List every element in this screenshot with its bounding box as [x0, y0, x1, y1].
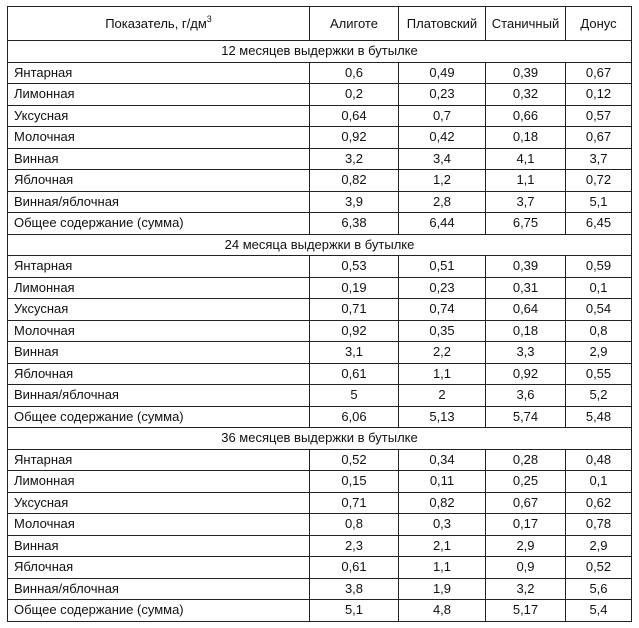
header-row	[8, 7, 632, 41]
cell-value: 5	[310, 385, 399, 407]
cell-value: 0,71	[310, 492, 399, 514]
cell-value: 0,67	[486, 492, 566, 514]
table-row	[8, 557, 632, 579]
table-row	[8, 342, 632, 364]
table-row	[8, 84, 632, 106]
cell-value: 0,74	[399, 299, 486, 321]
cell-value: 5,1	[310, 600, 399, 622]
cell-value: 1,1	[486, 170, 566, 192]
cell-value: 1,1	[399, 557, 486, 579]
cell-value: 0,1	[566, 277, 632, 299]
row-indicator: Общее содержание (сумма)	[8, 600, 310, 622]
cell-value: 5,6	[566, 578, 632, 600]
cell-value: 0,11	[399, 471, 486, 493]
cell-value: 3,2	[310, 148, 399, 170]
cell-value: 3,2	[486, 578, 566, 600]
cell-value: 2,9	[566, 535, 632, 557]
row-indicator: Винная	[8, 535, 310, 557]
cell-value: 0,17	[486, 514, 566, 536]
row-indicator: Яблочная	[8, 170, 310, 192]
cell-value: 6,75	[486, 213, 566, 235]
cell-value: 0,82	[310, 170, 399, 192]
cell-value: 0,25	[486, 471, 566, 493]
table-row	[8, 320, 632, 342]
table-row	[8, 363, 632, 385]
cell-value: 0,59	[566, 256, 632, 278]
cell-value: 0,34	[399, 449, 486, 471]
cell-value: 0,72	[566, 170, 632, 192]
cell-value: 4,1	[486, 148, 566, 170]
cell-value: 5,2	[566, 385, 632, 407]
cell-value: 0,3	[399, 514, 486, 536]
row-indicator: Общее содержание (сумма)	[8, 406, 310, 428]
row-indicator: Янтарная	[8, 256, 310, 278]
cell-value: 5,4	[566, 600, 632, 622]
table-row	[8, 213, 632, 235]
cell-value: 0,82	[399, 492, 486, 514]
cell-value: 0,92	[486, 363, 566, 385]
cell-value: 3,4	[399, 148, 486, 170]
row-indicator: Молочная	[8, 320, 310, 342]
header-col-donus: Донус	[566, 7, 632, 41]
section-title: 12 месяцев выдержки в бутылке	[8, 41, 632, 63]
header-col-stanichny: Станичный	[486, 7, 566, 41]
cell-value: 1,2	[399, 170, 486, 192]
cell-value: 0,31	[486, 277, 566, 299]
row-indicator: Винная/яблочная	[8, 578, 310, 600]
cell-value: 0,2	[310, 84, 399, 106]
header-col-platovsky: Платовский	[399, 7, 486, 41]
header-indicator	[8, 7, 310, 41]
cell-value: 0,42	[399, 127, 486, 149]
cell-value: 0,23	[399, 84, 486, 106]
cell-value: 5,48	[566, 406, 632, 428]
cell-value: 0,64	[486, 299, 566, 321]
cell-value: 0,92	[310, 127, 399, 149]
table-row	[8, 535, 632, 557]
cell-value: 0,18	[486, 127, 566, 149]
header-indicator-label: Показатель, г/дм	[105, 15, 207, 31]
cell-value: 3,9	[310, 191, 399, 213]
section-title: 36 месяцев выдержки в бутылке	[8, 428, 632, 450]
cell-value: 0,62	[566, 492, 632, 514]
cell-value: 0,67	[566, 62, 632, 84]
cell-value: 3,3	[486, 342, 566, 364]
table-row	[8, 256, 632, 278]
cell-value: 3,7	[566, 148, 632, 170]
cell-value: 0,19	[310, 277, 399, 299]
cell-value: 0,66	[486, 105, 566, 127]
cell-value: 2,9	[566, 342, 632, 364]
cell-value: 0,67	[566, 127, 632, 149]
cell-value: 6,06	[310, 406, 399, 428]
cell-value: 5,13	[399, 406, 486, 428]
row-indicator: Янтарная	[8, 62, 310, 84]
table-row	[8, 471, 632, 493]
cell-value: 0,64	[310, 105, 399, 127]
table-row	[8, 170, 632, 192]
row-indicator: Общее содержание (сумма)	[8, 213, 310, 235]
table-row	[8, 514, 632, 536]
cell-value: 2,8	[399, 191, 486, 213]
cell-value: 0,51	[399, 256, 486, 278]
cell-value: 6,38	[310, 213, 399, 235]
header-col-aligote: Алиготе	[310, 7, 399, 41]
row-indicator: Винная	[8, 148, 310, 170]
cell-value: 6,45	[566, 213, 632, 235]
cell-value: 0,49	[399, 62, 486, 84]
cell-value: 0,8	[310, 514, 399, 536]
section-row	[8, 234, 632, 256]
header-indicator-sup: 3	[206, 13, 212, 24]
cell-value: 0,6	[310, 62, 399, 84]
cell-value: 0,9	[486, 557, 566, 579]
cell-value: 3,6	[486, 385, 566, 407]
cell-value: 0,39	[486, 256, 566, 278]
cell-value: 6,44	[399, 213, 486, 235]
row-indicator: Молочная	[8, 514, 310, 536]
cell-value: 0,39	[486, 62, 566, 84]
cell-value: 0,32	[486, 84, 566, 106]
section-title: 24 месяца выдержки в бутылке	[8, 234, 632, 256]
cell-value: 0,52	[310, 449, 399, 471]
cell-value: 3,1	[310, 342, 399, 364]
table-row	[8, 127, 632, 149]
cell-value: 5,1	[566, 191, 632, 213]
table-header	[8, 7, 632, 41]
cell-value: 3,7	[486, 191, 566, 213]
cell-value: 5,74	[486, 406, 566, 428]
cell-value: 0,71	[310, 299, 399, 321]
cell-value: 1,9	[399, 578, 486, 600]
row-indicator: Винная	[8, 342, 310, 364]
table-body	[8, 41, 632, 622]
table-row	[8, 62, 632, 84]
row-indicator: Янтарная	[8, 449, 310, 471]
row-indicator: Винная/яблочная	[8, 385, 310, 407]
table-row	[8, 385, 632, 407]
cell-value: 0,35	[399, 320, 486, 342]
cell-value: 0,54	[566, 299, 632, 321]
table-row	[8, 105, 632, 127]
section-row	[8, 428, 632, 450]
cell-value: 5,17	[486, 600, 566, 622]
cell-value: 0,12	[566, 84, 632, 106]
row-indicator: Яблочная	[8, 363, 310, 385]
row-indicator: Винная/яблочная	[8, 191, 310, 213]
table-row	[8, 277, 632, 299]
row-indicator: Яблочная	[8, 557, 310, 579]
cell-value: 0,52	[566, 557, 632, 579]
cell-value: 3,8	[310, 578, 399, 600]
cell-value: 2,2	[399, 342, 486, 364]
cell-value: 2,1	[399, 535, 486, 557]
cell-value: 0,78	[566, 514, 632, 536]
row-indicator: Лимонная	[8, 84, 310, 106]
cell-value: 0,18	[486, 320, 566, 342]
row-indicator: Уксусная	[8, 105, 310, 127]
cell-value: 4,8	[399, 600, 486, 622]
cell-value: 2,3	[310, 535, 399, 557]
row-indicator: Молочная	[8, 127, 310, 149]
table-row	[8, 148, 632, 170]
table-row	[8, 299, 632, 321]
cell-value: 0,55	[566, 363, 632, 385]
table-row	[8, 600, 632, 622]
table-row	[8, 406, 632, 428]
table-row	[8, 578, 632, 600]
cell-value: 0,28	[486, 449, 566, 471]
cell-value: 0,61	[310, 363, 399, 385]
cell-value: 0,1	[566, 471, 632, 493]
cell-value: 0,48	[566, 449, 632, 471]
section-row	[8, 41, 632, 63]
row-indicator: Уксусная	[8, 299, 310, 321]
cell-value: 0,7	[399, 105, 486, 127]
acids-table	[7, 6, 632, 622]
cell-value: 0,15	[310, 471, 399, 493]
cell-value: 2,9	[486, 535, 566, 557]
cell-value: 0,23	[399, 277, 486, 299]
table-row	[8, 492, 632, 514]
table-row	[8, 191, 632, 213]
cell-value: 0,8	[566, 320, 632, 342]
cell-value: 1,1	[399, 363, 486, 385]
cell-value: 0,61	[310, 557, 399, 579]
cell-value: 2	[399, 385, 486, 407]
row-indicator: Уксусная	[8, 492, 310, 514]
cell-value: 0,92	[310, 320, 399, 342]
cell-value: 0,57	[566, 105, 632, 127]
cell-value: 0,53	[310, 256, 399, 278]
row-indicator: Лимонная	[8, 471, 310, 493]
table-row	[8, 449, 632, 471]
row-indicator: Лимонная	[8, 277, 310, 299]
